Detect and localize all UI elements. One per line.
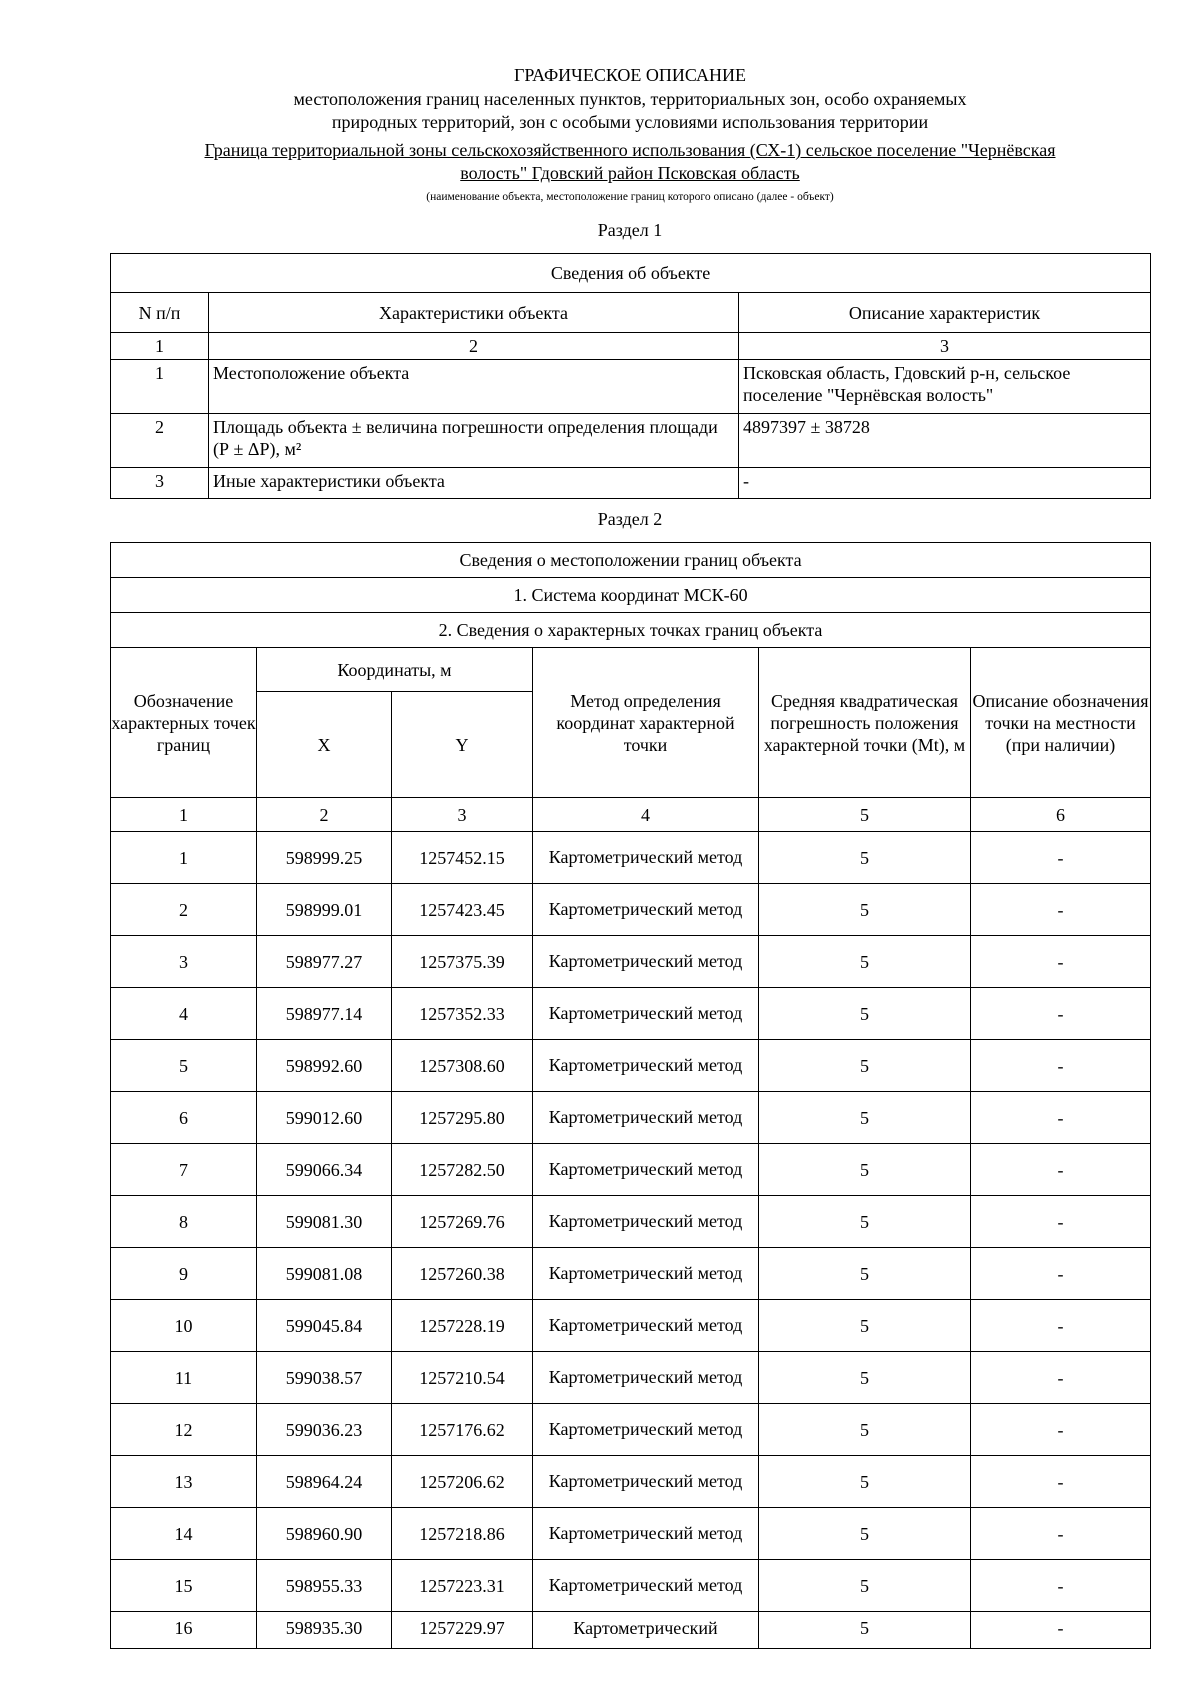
- point-y: 1257229.97: [392, 1612, 533, 1649]
- table-row: [111, 1248, 1151, 1300]
- table-row: [111, 1508, 1151, 1560]
- point-method: Картометрический метод: [533, 1456, 759, 1508]
- point-y: 1257423.45: [392, 884, 533, 936]
- point-error: 5: [759, 936, 971, 988]
- point-error: 5: [759, 988, 971, 1040]
- point-method: Картометрический метод: [533, 1196, 759, 1248]
- point-description: -: [971, 1560, 1151, 1612]
- object-info-table-title: Сведения об объекте: [111, 254, 1151, 293]
- column-number: 1: [111, 333, 209, 360]
- table-row: [111, 1092, 1151, 1144]
- point-method: Картометрический метод: [533, 1040, 759, 1092]
- column-number: 3: [392, 798, 533, 832]
- point-error: 5: [759, 1612, 971, 1649]
- point-method: Картометрический метод: [533, 1248, 759, 1300]
- column-number: 4: [533, 798, 759, 832]
- column-header-coordinates: Координаты, м: [257, 648, 533, 692]
- column-header-description: Описание характеристик: [739, 293, 1151, 333]
- point-y: 1257210.54: [392, 1352, 533, 1404]
- point-description: -: [971, 1456, 1151, 1508]
- point-y: 1257218.86: [392, 1508, 533, 1560]
- point-number: 13: [111, 1456, 257, 1508]
- point-number: 15: [111, 1560, 257, 1612]
- column-header-characteristic: Характеристики объекта: [209, 293, 739, 333]
- point-description: -: [971, 1352, 1151, 1404]
- point-method: Картометрический метод: [533, 1352, 759, 1404]
- point-description: -: [971, 1248, 1151, 1300]
- section-1-label: Раздел 1: [597, 220, 663, 240]
- point-y: 1257295.80: [392, 1092, 533, 1144]
- point-number: 8: [111, 1196, 257, 1248]
- point-y: 1257452.15: [392, 832, 533, 884]
- point-method: Картометрический метод: [533, 988, 759, 1040]
- point-number: 11: [111, 1352, 257, 1404]
- point-number: 2: [111, 884, 257, 936]
- boundary-points-table: [110, 542, 1151, 1649]
- table-row: [111, 414, 1151, 468]
- point-y: 1257223.31: [392, 1560, 533, 1612]
- point-number: 14: [111, 1508, 257, 1560]
- point-error: 5: [759, 1456, 971, 1508]
- points-section-title: 2. Сведения о характерных точках границ объекта: [111, 613, 1151, 648]
- column-header-point-description: Описание обозначения точки на местности (при наличии): [971, 648, 1151, 798]
- table-row: [111, 1144, 1151, 1196]
- point-error: 5: [759, 1092, 971, 1144]
- point-description: -: [971, 1300, 1151, 1352]
- point-error: 5: [759, 1300, 971, 1352]
- point-x: 598964.24: [257, 1456, 392, 1508]
- subtitle-line-2: природных территорий, зон с особыми условиями использования территории: [331, 112, 929, 132]
- point-method: Картометрический метод: [533, 1300, 759, 1352]
- point-method: Картометрический метод: [533, 832, 759, 884]
- column-header-error: Средняя квадратическая погрешность положения характерной точки (Mt), м: [759, 648, 971, 798]
- point-description: -: [971, 1612, 1151, 1649]
- point-x: 599036.23: [257, 1404, 392, 1456]
- point-method: Картометрический метод: [533, 1508, 759, 1560]
- boundary-table-title: Сведения о местоположении границ объекта: [111, 543, 1151, 578]
- object-name-line-1: Граница территориальной зоны сельскохозяйственного использования (СХ-1) сельское поселение "Чернёвская: [204, 140, 1056, 160]
- characteristic-name: Местоположение объекта: [209, 360, 739, 414]
- point-method: Картометрический метод: [533, 1404, 759, 1456]
- table-row: [111, 1300, 1151, 1352]
- table-row: [111, 1612, 1151, 1649]
- point-description: -: [971, 1508, 1151, 1560]
- point-number: 12: [111, 1404, 257, 1456]
- table-row: [111, 1352, 1151, 1404]
- point-y: 1257176.62: [392, 1404, 533, 1456]
- point-x: 599038.57: [257, 1352, 392, 1404]
- column-header-y: Y: [392, 692, 533, 798]
- point-number: 16: [111, 1612, 257, 1649]
- table-row: [111, 1560, 1151, 1612]
- point-x: 598977.27: [257, 936, 392, 988]
- row-number: 1: [111, 360, 209, 414]
- characteristic-name: Иные характеристики объекта: [209, 468, 739, 499]
- point-y: 1257352.33: [392, 988, 533, 1040]
- point-x: 598999.25: [257, 832, 392, 884]
- point-error: 5: [759, 1144, 971, 1196]
- characteristic-value: Псковская область, Гдовский р-н, сельское поселение "Чернёвская волость": [739, 360, 1151, 414]
- point-y: 1257282.50: [392, 1144, 533, 1196]
- point-error: 5: [759, 1508, 971, 1560]
- point-y: 1257269.76: [392, 1196, 533, 1248]
- coordinate-system: 1. Система координат МСК-60: [111, 578, 1151, 613]
- point-x: 599066.34: [257, 1144, 392, 1196]
- object-name-line-2: волость" Гдовский район Псковская область: [460, 163, 800, 183]
- object-info-table: [110, 253, 1151, 499]
- point-description: -: [971, 1196, 1151, 1248]
- characteristic-name: Площадь объекта ± величина погрешности определения площади (Р ± ΔР), м²: [209, 414, 739, 468]
- point-number: 10: [111, 1300, 257, 1352]
- column-number: 5: [759, 798, 971, 832]
- point-number: 9: [111, 1248, 257, 1300]
- table-row: [111, 988, 1151, 1040]
- column-number: 2: [209, 333, 739, 360]
- point-y: 1257308.60: [392, 1040, 533, 1092]
- point-method: Картометрический метод: [533, 1144, 759, 1196]
- point-x: 599081.08: [257, 1248, 392, 1300]
- point-error: 5: [759, 1352, 971, 1404]
- object-name: [110, 139, 1150, 185]
- column-header-designation: Обозначение характерных точек границ: [111, 648, 257, 798]
- column-number: 3: [739, 333, 1151, 360]
- point-description: -: [971, 884, 1151, 936]
- section-2-label: Раздел 2: [597, 509, 663, 529]
- subtitle-line-1: местоположения границ населенных пунктов, территориальных зон, особо охраняемых: [293, 89, 967, 109]
- point-y: 1257260.38: [392, 1248, 533, 1300]
- point-method: Картометрический: [533, 1612, 759, 1649]
- point-method: Картометрический метод: [533, 1560, 759, 1612]
- point-error: 5: [759, 1248, 971, 1300]
- row-number: 3: [111, 468, 209, 499]
- table-row: [111, 360, 1151, 414]
- point-y: 1257206.62: [392, 1456, 533, 1508]
- point-description: -: [971, 1040, 1151, 1092]
- object-name-note: (наименование объекта, местоположение границ которого описано (далее - объект): [426, 191, 834, 203]
- table-row: [111, 832, 1151, 884]
- table-row: [111, 1456, 1151, 1508]
- point-y: 1257228.19: [392, 1300, 533, 1352]
- table-row: [111, 1196, 1151, 1248]
- point-number: 7: [111, 1144, 257, 1196]
- point-x: 599081.30: [257, 1196, 392, 1248]
- document-subtitle: [110, 88, 1150, 134]
- point-method: Картометрический метод: [533, 936, 759, 988]
- point-error: 5: [759, 1560, 971, 1612]
- row-number: 2: [111, 414, 209, 468]
- point-error: 5: [759, 832, 971, 884]
- table-row: [111, 468, 1151, 499]
- point-method: Картометрический метод: [533, 884, 759, 936]
- point-number: 4: [111, 988, 257, 1040]
- characteristic-value: -: [739, 468, 1151, 499]
- point-error: 5: [759, 1040, 971, 1092]
- point-method: Картометрический метод: [533, 1092, 759, 1144]
- table-row: [111, 1404, 1151, 1456]
- point-error: 5: [759, 884, 971, 936]
- point-number: 3: [111, 936, 257, 988]
- point-description: -: [971, 936, 1151, 988]
- point-description: -: [971, 1144, 1151, 1196]
- point-number: 5: [111, 1040, 257, 1092]
- point-number: 1: [111, 832, 257, 884]
- document-title: ГРАФИЧЕСКОЕ ОПИСАНИЕ: [513, 65, 747, 85]
- table-row: [111, 936, 1151, 988]
- point-description: -: [971, 1404, 1151, 1456]
- point-x: 599045.84: [257, 1300, 392, 1352]
- point-x: 598955.33: [257, 1560, 392, 1612]
- point-description: -: [971, 988, 1151, 1040]
- column-header-x: X: [257, 692, 392, 798]
- column-header-method: Метод определения координат характерной точки: [533, 648, 759, 798]
- point-description: -: [971, 1092, 1151, 1144]
- table-row: [111, 1040, 1151, 1092]
- column-number: 1: [111, 798, 257, 832]
- point-error: 5: [759, 1196, 971, 1248]
- point-y: 1257375.39: [392, 936, 533, 988]
- point-x: 599012.60: [257, 1092, 392, 1144]
- point-number: 6: [111, 1092, 257, 1144]
- point-x: 598992.60: [257, 1040, 392, 1092]
- column-number: 6: [971, 798, 1151, 832]
- point-x: 598960.90: [257, 1508, 392, 1560]
- point-x: 598935.30: [257, 1612, 392, 1649]
- column-header-number: N п/п: [111, 293, 209, 333]
- column-number: 2: [257, 798, 392, 832]
- point-description: -: [971, 832, 1151, 884]
- point-error: 5: [759, 1404, 971, 1456]
- point-x: 598999.01: [257, 884, 392, 936]
- table-row: [111, 884, 1151, 936]
- characteristic-value: 4897397 ± 38728: [739, 414, 1151, 468]
- point-x: 598977.14: [257, 988, 392, 1040]
